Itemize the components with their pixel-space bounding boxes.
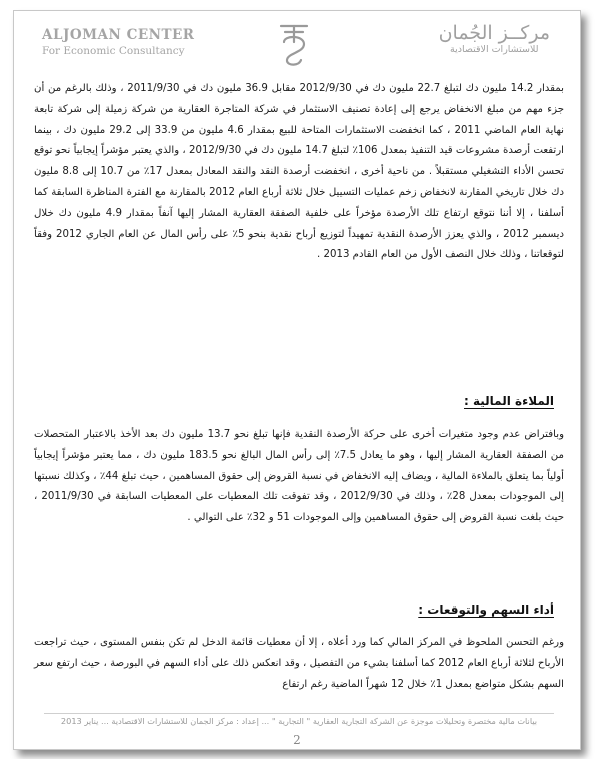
footer-divider xyxy=(44,713,554,714)
brand-english xyxy=(42,27,195,57)
brand-tagline-ar: للاستشارات الاقتصادية xyxy=(450,44,539,55)
section-heading-stock-performance: أداء السهم والتوقعات : xyxy=(418,603,554,617)
section-heading-financial-solvency: الملاءة المالية : xyxy=(464,394,554,408)
brand-arabic xyxy=(439,22,550,55)
aljoman-logo-icon xyxy=(272,20,316,68)
brand-tagline-en: For Economic Consultancy xyxy=(42,45,185,57)
footer-text: بيانات مالية مختصرة وتحليلات موجزة عن الشركة التجارية العقارية " التجارية " ... إعداد : مركز الجمان للاستشارات الاقتصادية ... يناير 2013 xyxy=(60,716,538,726)
brand-name-en: ALJOMAN CENTER xyxy=(42,27,195,43)
page-header xyxy=(14,11,580,71)
page-number: 2 xyxy=(293,733,301,747)
body-paragraph-2: وبافتراض عدم وجود متغيرات أخرى على حركة الأرصدة النقدية فإنها تبلغ نحو 13.7 مليون دك بعد الأخذ بالاعتبار المتحصلات من الصفقة العقارية المشار إليها ، وهو ما يعادل 7.5٪ إلى رأس المال البالغ نحو 183.5 مليون دك ، مما يعتبر مؤشراً إيجابياً أولياً بما يتعلق بالملاءة المالية ، ويضاف إليه الانخفاض في نسبة القروض إلى حقوق المساهمين ، حيث تبلغ 44٪ ، وكذلك نسبتها إلى الموجودات بمعدل 28٪ ، وذلك في 2012/9/30 ، وقد تفوقت تلك المعطيات على المعطيات السابقة في 2011/9/30 ، حيث بلغت نسبة القروض إلى حقوق المساهمين وإلى الموجودات 51 و 32٪ على التوالي . xyxy=(34,429,564,524)
brand-name-ar: مركــز الجُمان xyxy=(438,22,550,44)
body-paragraph-1: بمقدار 14.2 مليون دك لتبلغ 22.7 مليون دك في 2012/9/30 مقابل 36.9 مليون دك في 2011/9/30 ، وذلك بالرغم من أن جزء مهم من مبلغ الانخفاض يرجع إلى إعادة تصنيف الاستثمار في شركة المتاجرة العقارية من شركة زميلة إلى شركة تابعة نهاية العام الماضي 2011 ، كما انخفضت الاستثمارات المتاحة للبيع بمقدار 4.6 مليون من 33.9 إلى 29.2 مليون دك ، بينما ارتفعت أرصدة مشروعات قيد التنفيذ بمعدل 106٪ لتبلغ 14.7 مليون دك في 2012/9/30 ، والذي يعتبر مؤشراً إيجابياً نحو توقع تحسن الأداء التشغيلي مستقبلاً . من ناحية أخرى ، انخفضت أرصدة النقد والنقد المعادل بمعدل 17٪ من 10.7 إلى 8.8 مليون دك خلال تاريخي المقارنة لانخفاض زخم عمليات التسييل خلال ثلاثة أرباع العام 2012 بالمقارنة مع الفترة المناظرة السابقة كما أسلفنا ، إلا أننا نتوقع ارتفاع تلك الأرصدة مؤخراً على خلفية الصفقة العقارية المشار إليها آنفاً بمقدار 4.9 مليون دك خلال ديسمبر 2012 ، والذي يعزز الأرصدة النقدية تمهيداً لتوزيع أرباح نقدية بنحو 5٪ على رأس المال عن العام الجاري 2012 وفقاً لتوقعاتنا ، وذلك خلال النصف الأول من العام القادم 2013 . xyxy=(34,83,565,261)
body-paragraph-3: ورغم التحسن الملحوظ في المركز المالي كما ورد أعلاه ، إلا أن معطيات قائمة الدخل لم تكن بنفس المستوى ، حيث تراجعت الأرباح لثلاثة أرباع العام 2012 كما أسلفنا بشيء من التفصيل ، وقد انعكس ذلك على أداء السهم في البورصة ، حيث ارتفع سعر السهم بشكل متواضع بمعدل 1٪ خلال 12 شهراً الماضية رغم ارتفاع xyxy=(34,637,564,690)
document-page xyxy=(13,10,581,750)
